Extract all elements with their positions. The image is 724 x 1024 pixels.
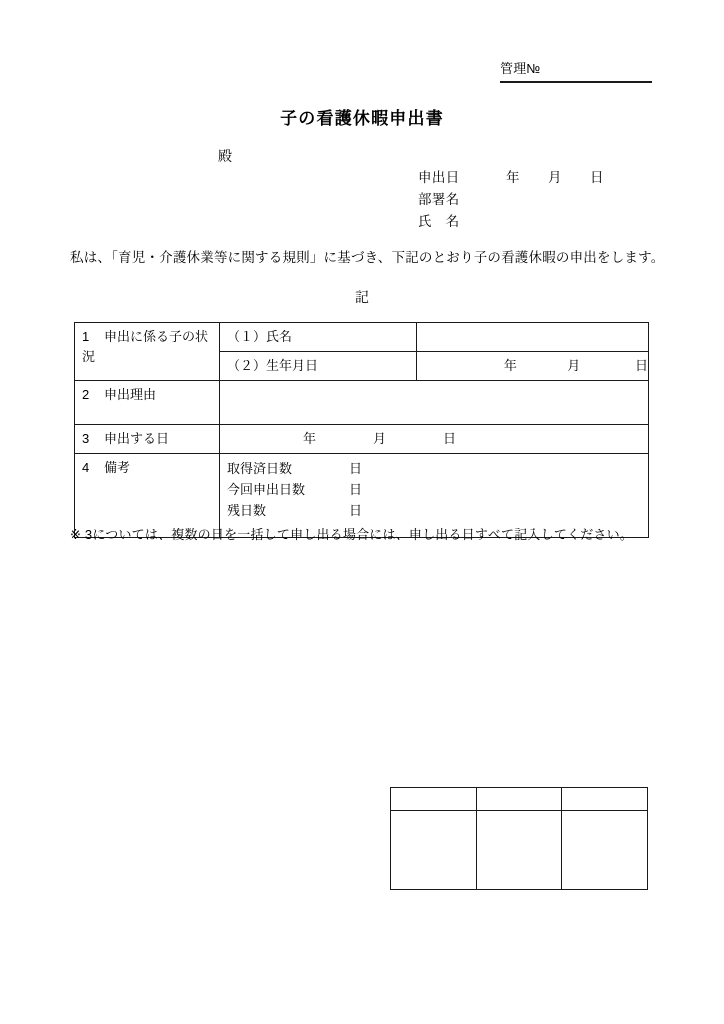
remaining-days-label: 残日数 [227, 503, 267, 518]
applicant-row-submission-date [418, 166, 632, 188]
footnote-text: ※ 3については、複数の日を一括して申し出る場合には、申し出る日すべて記入してください。 [70, 527, 634, 542]
item-number-1: 1 [82, 329, 90, 344]
admin-no-field[interactable] [500, 60, 652, 83]
remark-line-used-days [227, 458, 642, 479]
stamp-header-cell-1[interactable] [391, 788, 477, 811]
child-status-label: 申出に係る子の状況 [82, 329, 209, 364]
cell-child-name-value[interactable] [417, 323, 649, 352]
stamp-header-cell-2[interactable] [476, 788, 562, 811]
remark-line-requested-days [227, 479, 642, 500]
used-days-label: 取得済日数 [227, 461, 293, 476]
child-birthdate-label: （２）生年月日 [227, 358, 319, 373]
approval-stamp-table [390, 787, 648, 890]
cell-child-birthdate-label [220, 352, 417, 381]
remarks-label: 備考 [104, 460, 131, 475]
child-name-value [417, 323, 648, 331]
child-birth-day: 日 [634, 358, 648, 373]
statement-paragraph: 私は、「育児・介護休業等に関する規則」に基づき、下記のとおり子の看護休暇の申出をします。 [70, 250, 665, 265]
stamp-table-header-row [391, 788, 648, 811]
stamp-table-body-row [391, 811, 648, 890]
applicant-block [418, 166, 632, 232]
item-number-4: 4 [82, 460, 90, 475]
stamp-body-cell-2[interactable] [476, 811, 562, 890]
table-row-requested-date [75, 425, 649, 454]
page-title: 子の看護休暇申出書 [280, 109, 444, 128]
cell-child-name-label [220, 323, 417, 352]
used-days-unit: 日 [349, 461, 363, 476]
applicant-row-name [418, 210, 632, 232]
cell-requested-date-value[interactable] [220, 425, 649, 454]
requested-days-unit: 日 [349, 482, 363, 497]
cell-reason-value[interactable] [220, 381, 649, 425]
item-number-2: 2 [82, 387, 90, 402]
stamp-body-cell-1[interactable] [391, 811, 477, 890]
stamp-body-cell-3[interactable] [562, 811, 648, 890]
requested-days-label: 今回申出日数 [227, 482, 306, 497]
child-name-label: （１）氏名 [227, 329, 293, 344]
submission-date-month: 月 [548, 170, 562, 185]
reason-value [220, 381, 648, 389]
ki-mark: 記 [355, 289, 369, 305]
addressee-label: 殿 [218, 148, 233, 164]
department-label: 部署名 [418, 192, 460, 207]
remark-line-remaining-days [227, 500, 642, 521]
main-form-table [74, 322, 649, 538]
cell-child-status-label [75, 323, 220, 381]
submission-date-day: 日 [590, 170, 604, 185]
submission-date-ymd[interactable] [506, 166, 632, 186]
child-birth-year: 年 [503, 358, 517, 373]
requested-date-label: 申出する日 [104, 431, 170, 446]
remaining-days-unit: 日 [349, 503, 363, 518]
submission-date-label: 申出日 [418, 170, 460, 185]
item-number-3: 3 [82, 431, 90, 446]
requested-date-month: 月 [372, 431, 386, 446]
applicant-row-department [418, 188, 632, 210]
cell-child-birthdate-value[interactable] [417, 352, 649, 381]
table-row-reason [75, 381, 649, 425]
requested-date-day: 日 [442, 431, 456, 446]
table-row-child-name [75, 323, 649, 352]
child-birth-month: 月 [567, 358, 581, 373]
admin-no-label: 管理№ [500, 61, 541, 76]
submission-date-year: 年 [506, 170, 520, 185]
requested-date-year: 年 [302, 431, 316, 446]
cell-reason-label [75, 381, 220, 425]
reason-label: 申出理由 [104, 387, 157, 402]
stamp-header-cell-3[interactable] [562, 788, 648, 811]
cell-requested-date-label [75, 425, 220, 454]
applicant-name-label: 氏 名 [418, 214, 460, 229]
